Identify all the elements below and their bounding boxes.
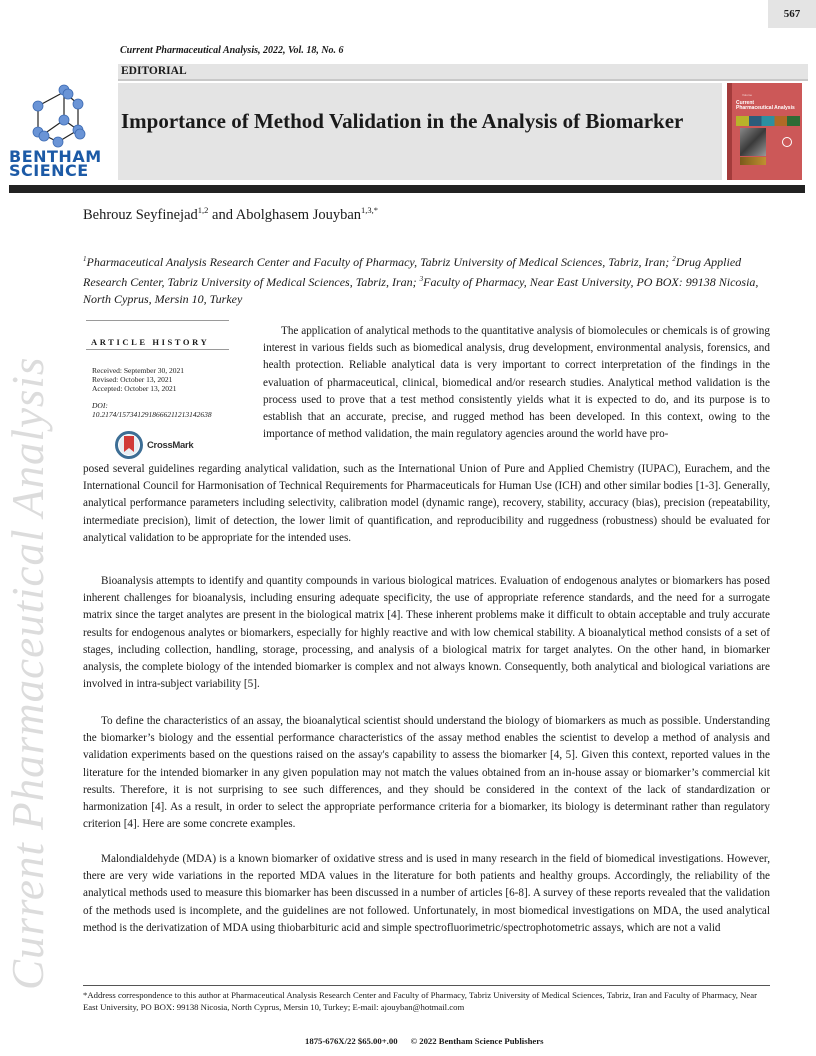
- history-top-rule: [86, 320, 229, 321]
- copyright: © 2022 Bentham Science Publishers: [410, 1036, 544, 1046]
- affiliation-text: Pharmaceutical Analysis Research Center and Faculty of Pharmacy, Tabriz University of Medical Sciences, Tabriz, Iran;: [86, 255, 673, 269]
- section-label: EDITORIAL: [121, 65, 187, 77]
- affiliation-text: Drug Applied Research Center, Tabriz University of Medical Sciences, Tabriz, Iran;: [83, 255, 742, 289]
- author-name: Abolghasem Jouyban: [235, 206, 362, 223]
- body-paragraph: posed several guidelines regarding analytical validation, such as the International Union of Pure and Applied Chemistry (IUPAC), Eurachem, and the International Council for Harmonisation of Technical Requirements for Pharmaceuticals for Human Use (ICH) and other similar bodies [1-3]. Generally, analytical performance parameters including selectivity, calibration model (dynamic range), recovery, stability, accuracy (bias), precision (repeatability, intermediate precision), limit of detection, the lower limit of quantification, and reproducibility and ruggedness (robustness) should be evaluated for analytical validation to be appropriate for the intended uses.: [83, 463, 770, 544]
- doi-link[interactable]: 10.2174/1573412918666211213142638: [92, 410, 212, 419]
- cover-photo: [740, 128, 766, 156]
- crossmark-label: CrossMark: [147, 439, 194, 451]
- crossmark-button[interactable]: [115, 430, 193, 460]
- received-date: Received: September 30, 2021: [92, 366, 185, 375]
- body-paragraph: To define the characteristics of an assay, the bioanalytical scientist should understand the biology of biomarkers as much as possible. Understanding the biomarker’s biology and the essential performance characteristics of the assay method enables the scientist to develop a method of analysis and validation experiments based on the questions raised on the assay's capability to assess the biomarker [4, 5]. Given this context, reported values in the literature for the intended biomarker in any given population may not match the values obtained from an in-house assay or biomarker’s commercial kit results. Therefore, it is not surprising to see such differences, and they should be considered in the context of the lack of standardization or harmonization [4]. As a result, in order to select the appropriate performance criteria for a biomarker, its biology is determinant rather than regulatory criterion [4]. Here are some concrete examples.: [83, 715, 770, 831]
- affiliations: [83, 251, 783, 308]
- wordmark-line2: SCIENCE: [9, 161, 89, 180]
- cover-image-strip: [736, 116, 800, 126]
- article-title: Importance of Method Validation in the Analysis of Biomarker: [121, 109, 684, 133]
- body-paragraph: Bioanalysis attempts to identify and quantity compounds in various biological matrices. Evaluation of endogenous analytes or biomarkers has posed inherent challenges for bioanalysis, including ensuring adequate specificity, the use of appropriate reference standards, and the need for a surrogate matrix since the target analytes are present in the biological matrix [4]. These inherent problems make it difficult to obtain acceptable and truly accurate results for endogenous analytes or biomarkers, especially for highly reactive and with low chemical stability. A bioanalytical method consists of a set of stages, including collection, handling, storage, processing, and analysis of a biological matrix for target analytes. On the other hand, in biomarker analysis, the complete biology of the intended biomarker is complex and not always known. Consequently, both analytical and biological variations are involved in intra-subject variability [5].: [83, 575, 770, 691]
- header-divider: [9, 185, 805, 193]
- history-heading: ARTICLE HISTORY: [86, 337, 229, 350]
- affiliation-sup: 2: [672, 255, 676, 263]
- issn-price: 1875-676X/22 $65.00+.00: [305, 1036, 398, 1046]
- section-bar: [118, 64, 808, 81]
- doi-label: DOI:: [92, 401, 108, 410]
- doi-block: [86, 401, 229, 419]
- cover-badge-icon: [782, 137, 792, 147]
- revised-date: Revised: October 13, 2021: [92, 375, 173, 384]
- cover-title-line2: Pharmaceutical Analysis: [736, 105, 795, 111]
- author-affiliation-sup: 1,3,*: [361, 205, 379, 215]
- body-paragraph: Malondialdehyde (MDA) is a known biomarker of oxidative stress and is used in many research in the field of biomedical investigations. However, there are very wide variations in the reported MDA values in the literature for both patients and healthy groups. Accordingly, the reliability of the analytical methods used to measure this biomarker has been discussed in a number of articles [6-8]. A survey of these reports revealed that the validation of the methods used is incomplete, and the guidelines are not followed. Unfortunately, in most biomedical investigations on MDA, the used analytical method is the derivatization of MDA using thiobarbituric acid and simple spectrofluorimetric/spectrophotometric assays, which are not a valid: [83, 853, 770, 934]
- journal-cover-thumbnail: [727, 83, 802, 180]
- author-connector: and: [208, 206, 236, 223]
- cover-title-line1: Current: [736, 100, 755, 106]
- title-box: [118, 83, 722, 180]
- publisher-logo: [6, 80, 114, 180]
- journal-watermark: Current Pharmaceutical Analysis: [3, 356, 53, 990]
- author-affiliation-sup: 1,2: [197, 205, 209, 215]
- affiliation-sup: 3: [419, 275, 424, 283]
- page-footer: [305, 1036, 544, 1046]
- footnote-divider: [83, 985, 770, 986]
- cover-volume: Volume: [742, 93, 753, 97]
- crossmark-icon: [115, 431, 143, 459]
- page-number-text: 567: [783, 8, 801, 20]
- accepted-date: Accepted: October 13, 2021: [92, 384, 177, 393]
- publisher-wordmark: [9, 147, 102, 180]
- correspondence-footnote: *Address correspondence to this author at Pharmaceutical Analysis Research Center and Faculty of Pharmacy, Tabriz University of Medical Sciences, Tabriz, Iran and Faculty of Pharmacy, Near East University, PO BOX: 99138 Nicosia, North Cyprus, Mersin 10, Turkey; E-mail: ajouyban@hotmail.com: [83, 990, 758, 1012]
- history-dates: [86, 366, 229, 393]
- journal-citation: Current Pharmaceutical Analysis, 2022, Vol. 18, No. 6: [120, 45, 344, 56]
- body-paragraph: The application of analytical methods to the quantitative analysis of biomolecules or chemicals is of growing interest in various fields such as biomedical analysis, drug development, environmental analysis, forensics, and health protection. Reliable analytical data is very important to correct interpretation of the findings in the evaluation of pharmaceutical, clinical, biomedical and/or research studies. Analytical method validation is the process used to prove that a test method consistently yields what it is expected to do, and its purpose is to establish that an accurate, precise, and rugged method has been developed. In this context, owing to the importance of method validation, the main regulatory agencies around the world have pro-: [263, 325, 770, 441]
- affiliation-text: Faculty of Pharmacy, Near East University, PO BOX: 99138 Nicosia, North Cyprus, Mersin 10, Turkey: [83, 275, 759, 306]
- author-name: Behrouz Seyfinejad: [83, 206, 198, 223]
- molecule-icon: [24, 80, 99, 148]
- page-number: [768, 0, 816, 28]
- wordmark-line1: BENTHAM: [9, 147, 102, 166]
- cover-photo-small: [740, 157, 766, 165]
- author-list: [83, 205, 378, 224]
- article-history: [86, 320, 229, 419]
- affiliation-sup: 1: [83, 255, 87, 263]
- cover-title: [736, 101, 795, 111]
